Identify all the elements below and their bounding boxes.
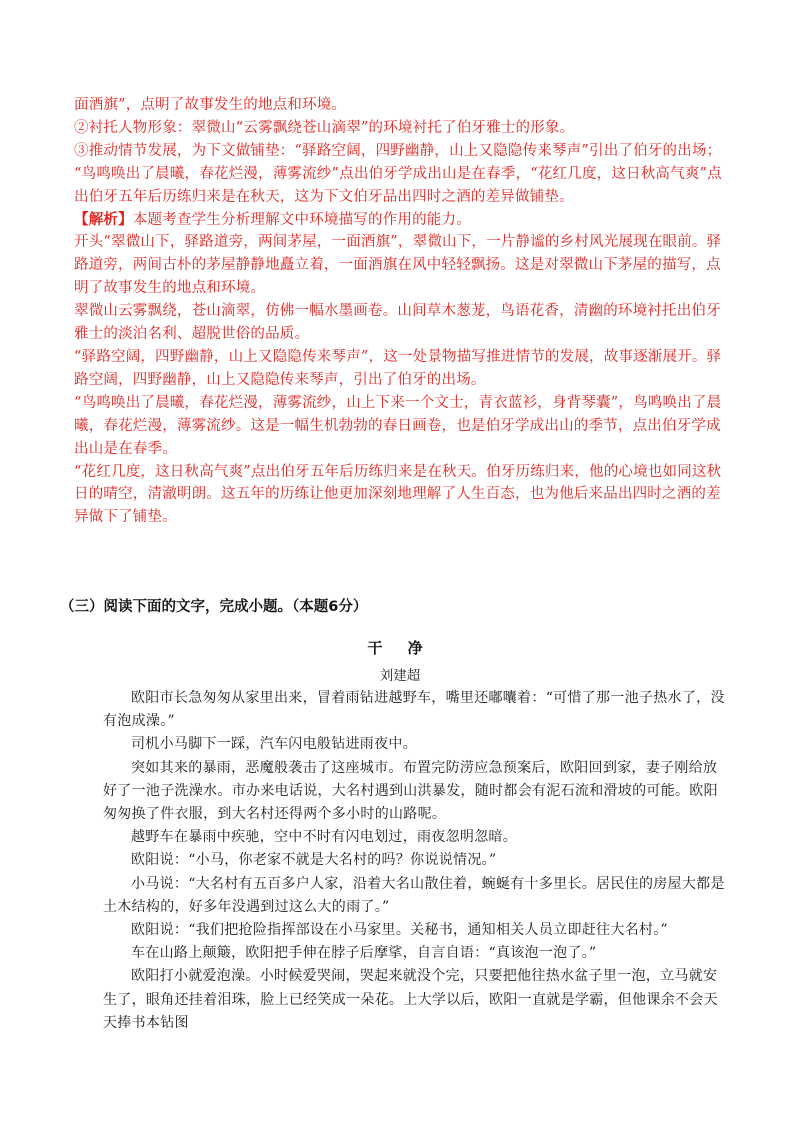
analysis-paragraph: “驿路空阔，四野幽静，山上又隐隐传来琴声”，这一处景物描写推进情节的发展，故事逐渐展开。驿路空阔，四野幽静，山上又隐隐传来琴声，引出了伯牙的出场。 xyxy=(74,348,722,388)
answer-line: 面酒旗”，点明了故事发生的地点和环境。 xyxy=(74,97,347,113)
story-paragraph: 车在山路上颠簸，欧阳把手伸在脖子后摩挲，自言自语：“真该泡一泡了。” xyxy=(131,945,597,962)
story-paragraph: 欧阳市长急匆匆从家里出来，冒着雨钻进越野车，嘴里还嘟囔着：“可惜了那一池子热水了，没有泡成澡。” xyxy=(103,690,725,730)
story-paragraph: 欧阳说：“小马，你老家不就是大名村的吗？你说说情况。” xyxy=(131,852,497,869)
story-title: 干 净 xyxy=(367,639,433,657)
answer-block xyxy=(74,94,730,529)
story-paragraph: 小马说：“大名村有五百多户人家，沿着大名山散住着，蜿蜒有十多里长。居民住的房屋大都是土木结构的，好多年没遇到过这么大的雨了。” xyxy=(103,875,725,915)
answer-line: ②衬托人物形象：翠微山“云雾飘绕苍山滴翠”的环境衬托了伯牙雅士的形象。 xyxy=(74,119,575,136)
story-paragraph: 欧阳说：“我们把抢险指挥部设在小马家里。关秘书，通知相关人员立即赶往大名村。” xyxy=(131,922,669,939)
answer-line: ③推动情节发展，为下文做铺垫：“驿路空阔，四野幽静，山上又隐隐传来琴声”引出了伯牙的出场； xyxy=(74,142,722,159)
story-author: 刘建超 xyxy=(379,668,421,684)
story-body xyxy=(103,687,729,1035)
analysis-intro-line xyxy=(74,209,730,232)
analysis-tag: 【解析】 xyxy=(74,210,133,228)
analysis-intro: 本题考查学生分析理解文中环境描写的作用的能力。 xyxy=(132,211,471,228)
story-paragraph: 越野车在暴雨中疾驰，空中不时有闪电划过，雨夜忽明忽暗。 xyxy=(131,829,518,846)
story-paragraph: 突如其来的暴雨，恶魔般袭击了这座城市。布置完防涝应急预案后，欧阳回到家，妻子刚给放好了一池子洗澡水。市办来电话说，大名村遇到山洪暴发，随时都会有泥石流和滑坡的可能。欧阳匆匆换了件衣服，到大名村还得两个多小时的山路呢。 xyxy=(103,759,718,823)
analysis-paragraph: 开头“翠微山下，驿路道旁，两间茅屋，一面酒旗”，翠微山下，一片静谧的乡村风光展现在眼前。驿路道旁，两间古朴的茅屋静静地矗立着，一面酒旗在风中轻轻飘扬。这是对翠微山下茅屋的描写，点明了故事发生的地点和环境。 xyxy=(74,234,722,297)
analysis-paragraph: “花红几度，这日秋高气爽”点出伯牙五年后历练归来是在秋天。伯牙历练归来，他的心境也如同这秋日的晴空，清澈明朗。这五年的历练让他更加深刻地理解了人生百态，也为他后来品出四时之酒的差异做下了铺垫。 xyxy=(74,463,722,526)
analysis-paragraph: 翠微山云雾飘绕，苍山滴翠，仿佛一幅水墨画卷。山间草木葱茏，鸟语花香，清幽的环境衬托出伯牙雅士的淡泊名利、超脱世俗的品质。 xyxy=(74,303,721,343)
answer-line: “鸟鸣唤出了晨曦，春花烂漫，薄雾流纱”点出伯牙学成出山是在春季，“花红几度，这日秋高气爽”点出伯牙五年后历练归来是在秋天，这为下文伯牙品出四时之酒的差异做铺垫。 xyxy=(74,165,722,205)
analysis-paragraph: “鸟鸣唤出了晨曦，春花烂漫，薄雾流纱，山上下来一个文士，青衣蓝衫，身背琴囊”，鸟鸣唤出了晨曦，春花烂漫，薄雾流纱。这是一幅生机勃勃的春日画卷，也是伯牙学成出山的季节，点出伯牙学成出山是在春季。 xyxy=(74,394,722,457)
section-heading: （三）阅读下面的文字，完成小题。（本题6分） xyxy=(60,599,368,615)
story-paragraph: 司机小马脚下一踩，汽车闪电般钻进雨夜中。 xyxy=(131,736,417,753)
story-paragraph: 欧阳打小就爱泡澡。小时候爱哭闹，哭起来就没个完，只要把他往热水盆子里一泡，立马就安生了，眼角还挂着泪珠，脸上已经笑成一朵花。上大学以后，欧阳一直就是学霸，但他课余不会天天捧书本钻图 xyxy=(103,968,718,1031)
